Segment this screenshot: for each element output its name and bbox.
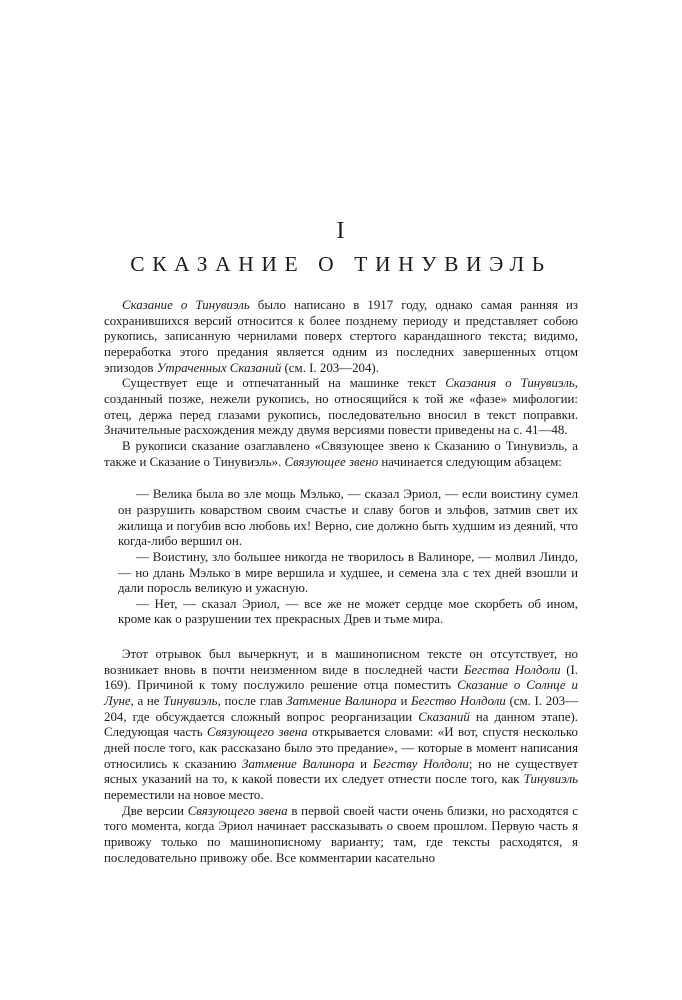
text-run: и	[354, 756, 373, 771]
chapter-title: СКАЗАНИЕ О ТИНУВИЭЛЬ	[130, 252, 552, 276]
italic-title-run: Бегству Нолдоли	[372, 756, 469, 771]
text-run: , а не	[130, 694, 164, 709]
paragraph-4	[104, 647, 578, 804]
quote-paragraph-1	[118, 487, 578, 550]
paragraph-1	[104, 298, 578, 376]
chapter-number: I	[336, 218, 346, 244]
italic-title-run: Сказание о Тинувиэль	[122, 298, 250, 312]
text-run: , после глав	[217, 694, 287, 709]
text-run: на данном этапе). Следующая часть	[104, 709, 578, 740]
text-run: (см. I. 203—204).	[281, 360, 379, 375]
text-run: открывается словами: «И вот, спустя несколько дней после того, как рассказано было это предание», — которые в момент написания относились к сказанию	[104, 725, 578, 771]
italic-title-run: Связующее звено	[284, 454, 379, 469]
text-run: Этот отрывок был вычеркнут, и в машинописном тексте он отсутствует, но возникает вновь в почти неизменном виде в последней части	[104, 647, 578, 677]
text-run: Существует еще и отпечатанный на машинке текст	[122, 376, 446, 391]
italic-title-run: Сказание о Солнце и Луне	[104, 678, 579, 709]
text-run: и	[396, 694, 412, 709]
text-run: Две версии	[122, 803, 188, 818]
text-run: , созданный позже, нежели рукопись, но относящийся к той же «фазе» мифологии: отец, держа перед глазами рукопись, последовательно вносил в текст поправки. Значительные расхождения между двумя версиями повести приведены на с. 41—48.	[104, 376, 579, 438]
quote-paragraph-3	[118, 597, 578, 628]
text-run: начинается следующим абзацем:	[378, 454, 562, 469]
block-quote	[104, 487, 578, 628]
italic-title-run: Затмение Валинора	[286, 694, 397, 709]
text-run: в первой своей части очень близки, но расходятся с того момента, когда Эриол начинает рассказывать о своем прошлом. Первую часть я привожу только по машинописному варианту; там, где тексты расходятся, я последовательно привожу обе. Все комментарии касательно	[104, 803, 578, 865]
italic-title-run: Сказания о Тинувиэль	[445, 376, 575, 391]
text-run: — Воистину, зло большее никогда не творилось в Валиноре, — молвил Линдо, — но длань Мэлько в мире вершила и худшее, и семена зла с тех дней взошли и дали поросль великую и ужасную.	[118, 549, 578, 596]
italic-title-run: Сказаний	[418, 709, 470, 724]
text-run: (см. I. 203—204, где обсуждается сложный вопрос реорганизации	[104, 694, 578, 724]
text-run: — Нет, — сказал Эриол, — все же не может сердце мое скорбеть об ином, кроме как о разрушении тех прекрасных Древ и тьме мира.	[118, 596, 578, 627]
paragraph-3	[104, 439, 578, 470]
text-run: ; но не существует ясных указаний на то, к какой повести их следует отнести после того, как	[104, 756, 578, 787]
text-run: было написано в 1917 году, однако самая ранняя из сохранившихся версий относится к более позднему периоду и представляет собою рукопись, записанную чернилами поверх стертого карандашного текста; видимо, переработка этого предания является одним из последних завершенных отцом эпизодов	[104, 298, 579, 375]
italic-title-run: Утраченных Сказаний	[156, 360, 282, 375]
paragraph-2	[104, 376, 578, 439]
italic-title-run: Бегство Нолдоли	[411, 694, 506, 709]
italic-title-run: Связующего звена	[187, 803, 288, 818]
italic-title-run: Тинувиэль	[163, 694, 218, 709]
text-run: — Велика была во зле мощь Мэлько, — сказал Эриол, — если воистину сумел он разрушить коварством своим счастье и славу богов и эльфов, затмив свет их жилища и погубив всю любовь их! Верно, сие должно быть худшим из деяний, что когда-либо вершил он.	[118, 487, 578, 549]
italic-title-run: Бегства Нолдоли	[463, 662, 561, 677]
text-run: В рукописи сказание озаглавлено «Связующее звено к Сказанию о Тинувиэль, а также и Сказание о Тинувиэль».	[104, 438, 578, 469]
text-run: переместили на новое место.	[104, 788, 264, 803]
body-text	[104, 298, 578, 866]
text-run: (I. 169). Причиной к тому послужило решение отца поместить	[104, 662, 578, 693]
italic-title-run: Тинувиэль	[523, 772, 578, 787]
quote-paragraph-2	[118, 550, 578, 597]
paragraph-5	[104, 804, 578, 867]
italic-title-run: Связующего звена	[207, 725, 308, 740]
italic-title-run: Затмение Валинора	[242, 756, 355, 771]
